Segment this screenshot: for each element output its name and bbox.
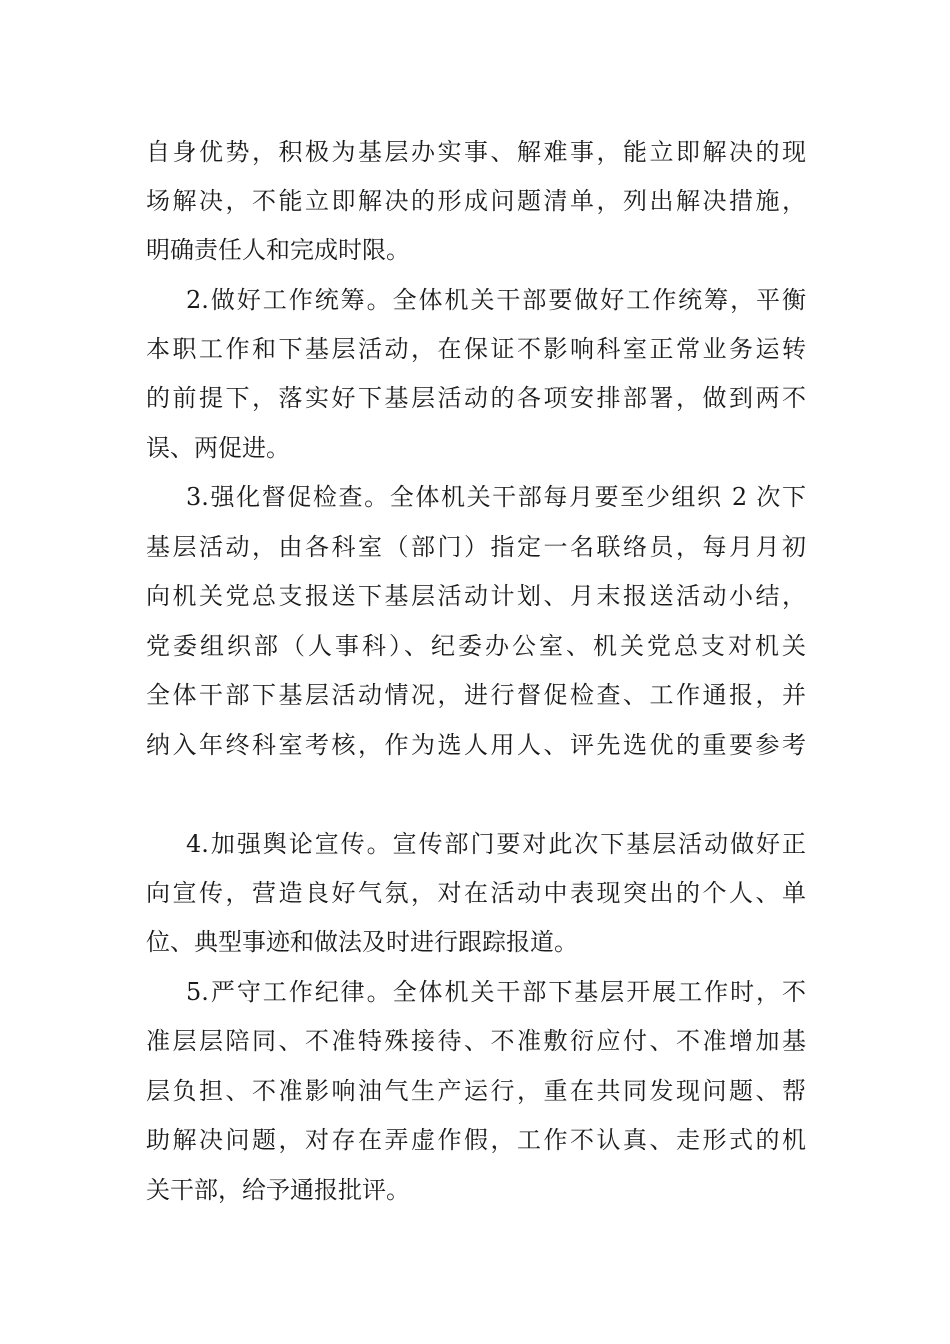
paragraph-line: 向宣传，营造良好气氛，对在活动中表现突出的个人、单: [146, 879, 806, 907]
paragraph-line: 误、两促进。: [146, 434, 290, 462]
paragraph-line: 全体干部下基层活动情况，进行督促检查、工作通报，并: [146, 681, 806, 709]
paragraph-line: 3.强化督促检查。全体机关干部每月要至少组织 2 次下: [186, 483, 806, 511]
paragraph-line: 基层活动，由各科室（部门）指定一名联络员，每月月初: [146, 533, 806, 561]
paragraph-line: 准层层陪同、不准特殊接待、不准敷衍应付、不准增加基: [146, 1027, 806, 1055]
paragraph-line: 向机关党总支报送下基层活动计划、月末报送活动小结，: [146, 582, 806, 610]
paragraph-line: 5.严守工作纪律。全体机关干部下基层开展工作时，不: [186, 978, 806, 1006]
paragraph-line: 层负担、不准影响油气生产运行，重在共同发现问题、帮: [146, 1077, 806, 1105]
paragraph-line: 明确责任人和完成时限。: [146, 236, 410, 264]
paragraph-line: 助解决问题，对存在弄虚作假，工作不认真、走形式的机: [146, 1126, 806, 1154]
paragraph-line: 关干部，给予通报批评。: [146, 1176, 410, 1204]
paragraph-line: 纳入年终科室考核，作为选人用人、评先选优的重要参考: [146, 731, 806, 759]
paragraph-line: 的前提下，落实好下基层活动的各项安排部署，做到两不: [146, 384, 806, 412]
paragraph-line: 本职工作和下基层活动，在保证不影响科室正常业务运转: [146, 335, 806, 363]
paragraph-line: 4.加强舆论宣传。宣传部门要对此次下基层活动做好正: [186, 830, 806, 858]
paragraph-line: 2.做好工作统筹。全体机关干部要做好工作统筹，平衡: [186, 286, 806, 314]
paragraph-line: 党委组织部（人事科）、纪委办公室、机关党总支对机关: [146, 632, 806, 660]
paragraph-line: 自身优势，积极为基层办实事、解难事，能立即解决的现: [146, 138, 806, 166]
paragraph-line: 位、典型事迹和做法及时进行跟踪报道。: [146, 928, 578, 956]
paragraph-line: 场解决，不能立即解决的形成问题清单，列出解决措施，: [146, 187, 806, 215]
